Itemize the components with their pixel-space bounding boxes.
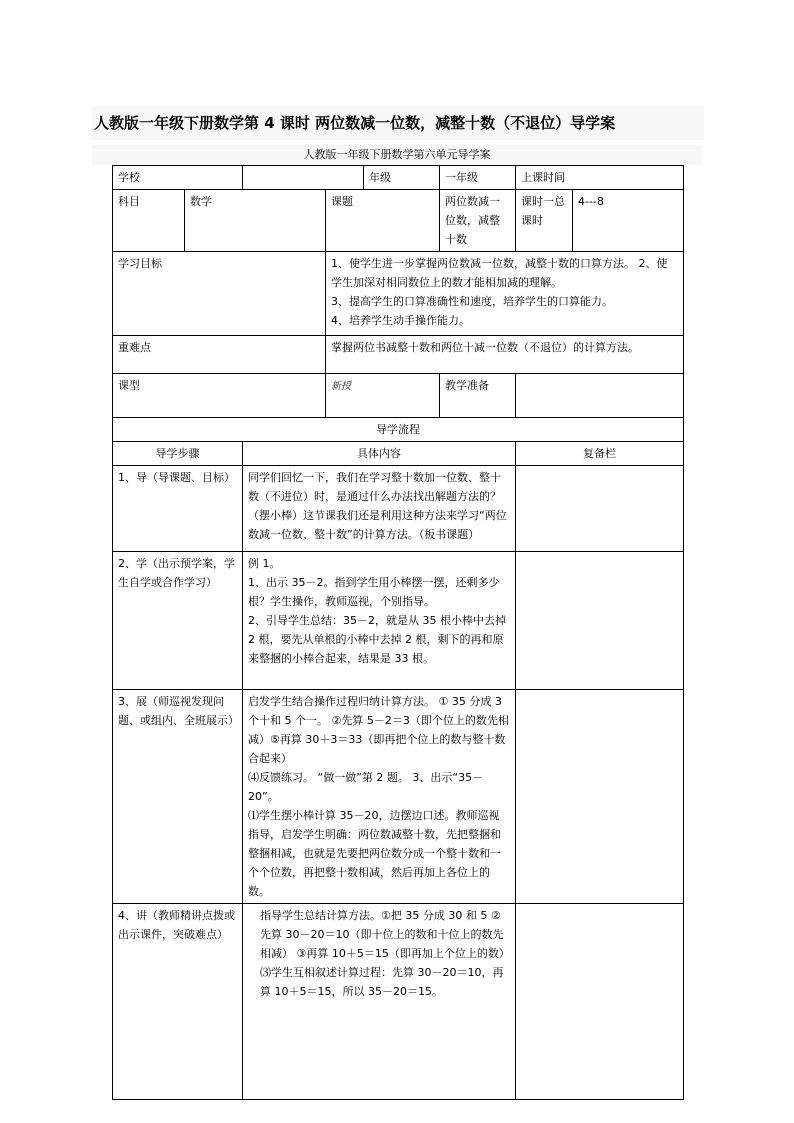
goals-content	[326, 252, 684, 336]
step-notes	[516, 690, 684, 904]
type-row	[113, 374, 684, 418]
step-line: 1、出示 35－2。指到学生用小棒摆一摆，还剩多少根？学生操作，教师巡视，个别指导。	[248, 576, 500, 608]
step-content	[243, 552, 516, 690]
school-value	[243, 166, 364, 190]
step-content	[243, 466, 516, 552]
lesson-plan-table	[112, 165, 684, 1100]
step-content	[243, 904, 516, 1100]
flow-columns-row	[113, 442, 684, 466]
type-label: 课型	[113, 374, 326, 418]
subject-label: 科目	[113, 190, 185, 252]
step-line: 启发学生结合操作过程归纳计算方法。 ① 35 分成 3 个十和 5 个一。 ②先算 5－2＝3（即个位上的数先相减）⑤再算 30＋3＝33（即再把个位上的数与整十数合起来）	[248, 695, 509, 765]
document-title: 人教版一年级下册数学第 4 课时 两位数减一位数，减整十数（不退位）导学案	[92, 106, 704, 140]
key-label: 重难点	[113, 336, 326, 374]
info-row-school	[113, 166, 684, 190]
key-row	[113, 336, 684, 374]
period-value: 4---8	[573, 190, 684, 252]
type-value-text: 新授	[331, 381, 351, 392]
grade-label: 年级	[364, 166, 440, 190]
step-name: 2、学（出示预学案，学生自学或合作学习）	[113, 552, 243, 690]
step-line: ⑴学生摆小棒计算 35－20，边摆边口述。教师巡视指导，启发学生明确：两位数减整十数，先把整捆和整捆相减，也就是先要把两位数分成一个整十数和一个个位数，再把整十数相减，然后再加上各位上的数。	[248, 809, 501, 898]
period-label: 课时一总课时	[516, 190, 573, 252]
step-name: 3、展（师巡视发现问题、或组内、全班展示）	[113, 690, 243, 904]
flow-step-row	[113, 690, 684, 904]
goal-line: 1、使学生进一步掌握两位数减一位数，减整十数的口算方法。 2、使学生加深对相同数位上的数才能相加减的理解。	[331, 257, 668, 289]
step-notes	[516, 466, 684, 552]
step-line: 2、引导学生总结：35－2，就是从 35 根小棒中去掉 2 根，要先从单根的小棒中去掉 2 根，剩下的再和原来整捆的小棒合起来，结果是 33 根。	[248, 614, 506, 665]
col-notes: 复备栏	[516, 442, 684, 466]
flow-step-row	[113, 466, 684, 552]
key-content: 掌握两位书减整十数和两位十减一位数（不退位）的计算方法。	[326, 336, 684, 374]
class-time-label: 上课时间	[516, 166, 684, 190]
step-notes	[516, 904, 684, 1100]
step-line: 例 1。	[248, 557, 281, 570]
type-value	[326, 374, 440, 418]
step-name: 1、导（导课题、目标）	[113, 466, 243, 552]
goal-line: 4、培养学生动手操作能力。	[331, 314, 470, 327]
goals-row	[113, 252, 684, 336]
prep-value	[516, 374, 684, 418]
topic-label: 课题	[326, 190, 440, 252]
flow-header: 导学流程	[113, 418, 684, 442]
subject-value: 数学	[185, 190, 326, 252]
grade-value: 一年级	[440, 166, 516, 190]
flow-header-row	[113, 418, 684, 442]
col-step: 导学步骤	[113, 442, 243, 466]
step-content	[243, 690, 516, 904]
document-subtitle: 人教版一年级下册数学第六单元导学案	[92, 145, 702, 165]
goal-line: 3、提高学生的口算准确性和速度，培养学生的口算能力。	[331, 295, 613, 308]
prep-label: 教学准备	[440, 374, 516, 418]
col-content: 具体内容	[243, 442, 516, 466]
step-line: 同学们回忆一下，我们在学习整十数加一位数、整十数（不进位）时，是通过什么办法找出解题方法的？（摆小棒）这节课我们还是利用这种方法来学习“两位数减一位数、整十数”的计算方法。（板书课题）	[248, 471, 507, 541]
topic-value: 两位数减一位数，减整十数	[440, 190, 516, 252]
step-notes	[516, 552, 684, 690]
goals-label: 学习目标	[113, 252, 326, 336]
step-name: 4、讲（教师精讲点拨或出示课件，突破难点）	[113, 904, 243, 1100]
flow-step-row	[113, 904, 684, 1100]
step-line: ⑷反馈练习。 “做一做”第 2 题。 3、出示“35－20”。	[248, 771, 484, 803]
flow-step-row	[113, 552, 684, 690]
step-line: 指导学生总结计算方法。①把 35 分成 30 和 5 ②先算 30－20＝10（即十位上的数和十位上的数先相减） ③再算 10＋5＝15（即再加上个位上的数） ⑶学生互相叙述计算过程：先算 30－20＝10，再算 10＋5＝15，所以 35－20＝15。	[260, 909, 510, 998]
school-label: 学校	[113, 166, 243, 190]
info-row-subject	[113, 190, 684, 252]
